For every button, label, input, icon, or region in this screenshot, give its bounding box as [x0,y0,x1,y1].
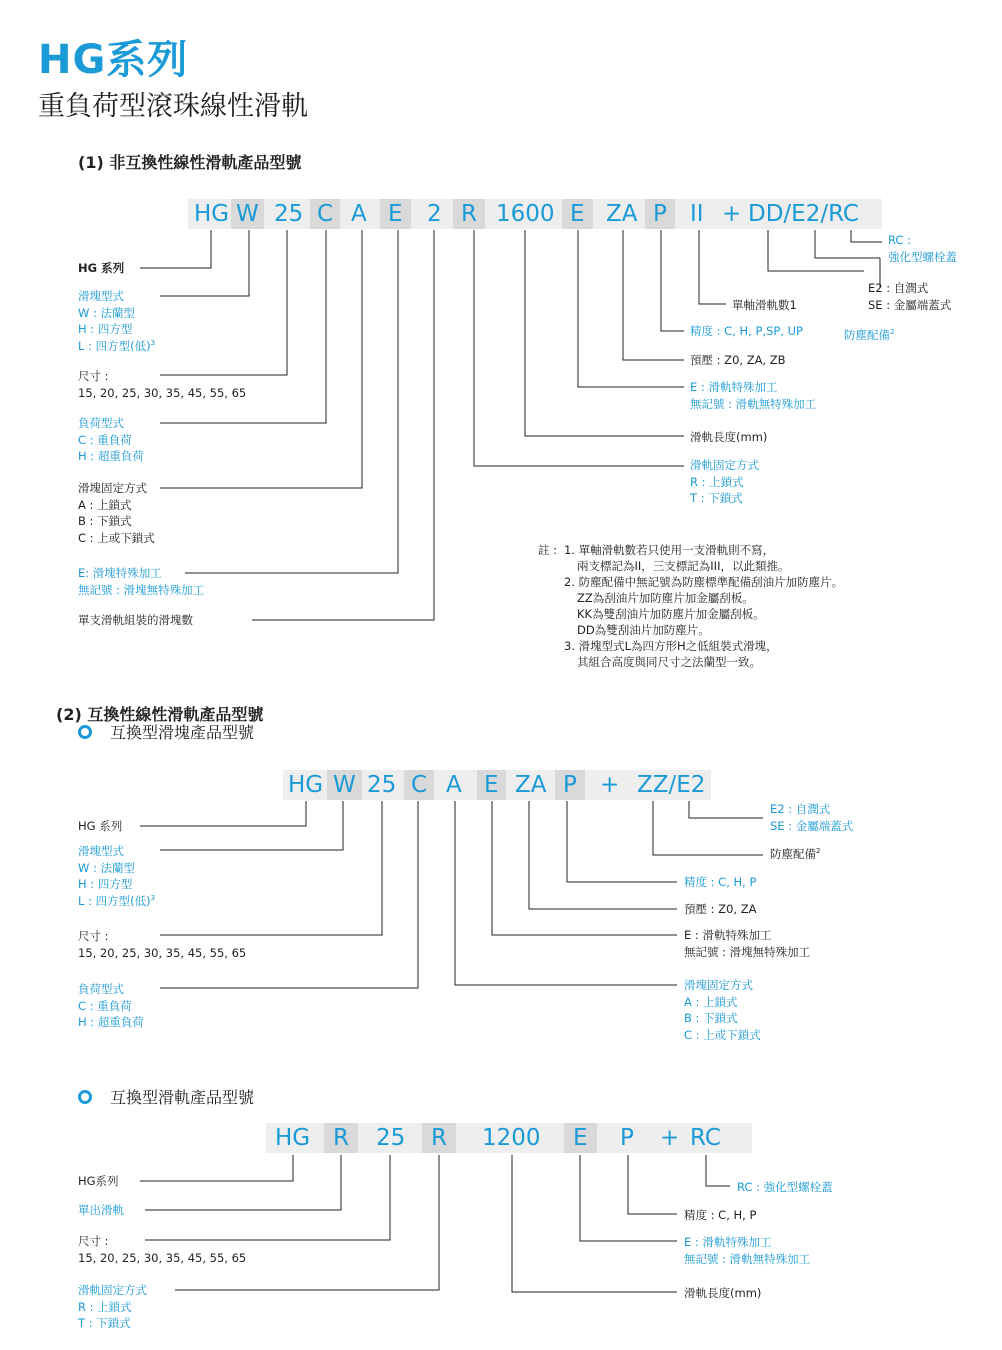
label-precision: 精度 : C, H, P [684,1208,757,1222]
label-rail-special: E : 滑軌特殊加工 無記號 : 滑軌無特殊加工 [684,1235,811,1266]
code-preload: ZA [515,772,547,798]
label-series: HG 系列 [78,819,123,833]
note-line: KK為雙刮油片加防塵片加金屬刮板。 [577,607,765,621]
code-mount: A [351,201,367,227]
label-preload: 預壓 : Z0, ZA [684,902,757,916]
code-block-type: W [231,199,264,229]
notes-label: 註 : [538,543,558,557]
label-size: 尺寸 : 15, 20, 25, 30, 35, 45, 55, 65 [78,929,247,960]
leader-line [160,230,287,375]
leader-line [653,801,763,855]
label-e2-se: E2 : 自潤式 SE : 金屬端蓋式 [770,802,854,833]
leader-line [706,1155,730,1186]
label-series: HG系列 [78,1174,119,1188]
block-model-subheading: 互換型滑塊產品型號 [110,723,255,742]
label-rail-special: E : 滑軌特殊加工 無記號 : 滑軌無特殊加工 [690,380,817,411]
note-line: ZZ為刮油片加防塵片加金屬刮板。 [577,591,754,605]
code-hg: HG [275,1125,311,1151]
label-load: 負荷型式 C : 重負荷 H : 超重負荷 [78,416,144,463]
leader-line [145,1155,390,1240]
code-rail-mount: R [453,199,485,229]
leader-line [455,801,677,985]
leader-line [175,1155,439,1290]
note-line: 其組合高度與同尺寸之法蘭型一致。 [577,655,761,669]
code-accessories: ZZ/E2 [637,772,706,798]
label-rc: RC : 強化型螺栓蓋 [737,1180,833,1194]
leader-line [140,1155,293,1181]
label-block-special: E: 滑塊特殊加工 無記號 : 滑塊無特殊加工 [78,566,205,597]
code-size: 25 [367,772,397,798]
leader-line [699,230,726,304]
label-dust: 防塵配備$^2$ [844,328,895,342]
leader-line [160,801,382,935]
label-block-mount: 滑塊固定方式 A : 上鎖式 B : 下鎖式 C : 上或下鎖式 [684,978,761,1042]
leader-line [578,230,684,387]
leader-line [815,230,880,258]
label-block-mount: 滑塊固定方式 A : 上鎖式 B : 下鎖式 C : 上或下鎖式 [78,481,155,545]
leader-line [140,801,306,826]
label-rail-mount: 滑軌固定方式 R : 上鎖式 T : 下鎖式 [690,458,759,505]
label-precision: 精度 : C, H, P,SP, UP [690,324,803,338]
code-plus: + [660,1125,680,1151]
leader-line [525,230,684,436]
leader-line [252,230,434,620]
code-rc: RC [690,1125,721,1151]
label-rail-length: 滑軌長度(mm) [690,430,768,444]
code-precision: P [555,770,585,800]
leader-line [689,801,763,818]
rail-model-subheading: 互換型滑軌產品型號 [110,1088,255,1107]
leader-line [628,1155,677,1214]
code-plus: + [600,772,620,798]
leader-line [768,230,864,271]
code-load: C [404,770,434,800]
label-rail-mount: 滑軌固定方式 R : 上鎖式 T : 下鎖式 [78,1283,147,1330]
leader-line [145,1155,341,1210]
label-size: 尺寸 : 15, 20, 25, 30, 35, 45, 55, 65 [78,1234,247,1265]
leader-line [512,1155,677,1292]
leader-line [160,230,249,296]
label-preload: 預壓 : Z0, ZA, ZB [690,353,786,367]
leader-line [185,230,398,573]
label-special: E : 滑軌特殊加工 無記號 : 滑塊無特殊加工 [684,928,811,959]
code-block-type: W [327,770,362,800]
leader-line [851,230,882,242]
code-mount: A [446,772,462,798]
code-plus: + [722,201,742,227]
code-special: E [477,770,506,800]
label-e2-se: E2 : 自潤式 SE : 金屬端蓋式 [868,281,952,312]
leader-line [623,230,684,360]
note-line: DD為雙刮油片加防塵片。 [577,623,710,637]
code-block-special: E [380,199,411,229]
label-rc: RC : 強化型螺栓蓋 [888,233,957,264]
label-single-rail: 單出滑軌 [78,1203,124,1217]
label-block-type: 滑塊型式 W : 法蘭型 H : 四方型 L : 四方型(低)$^3$ [78,289,156,353]
section1-heading: (1) 非互換性線性滑軌產品型號 [78,153,302,172]
code-precision: P [645,199,675,229]
series-title: HG系列 [38,37,189,83]
code-single-rail: II [690,201,704,227]
code-load: C [310,199,340,229]
code-accessories: DD/E2/RC [748,201,859,227]
leader-line [160,230,326,423]
code-rail-length: 1600 [496,201,555,227]
label-dust: 防塵配備$^2$ [770,847,821,861]
label-blocks-per-rail: 單支滑軌組裝的滑塊數 [78,613,193,627]
code-precision: P [620,1125,634,1151]
label-series: HG 系列 [78,261,125,275]
leader-line [492,801,677,935]
leader-line [474,230,684,466]
code-rail-length: 1200 [482,1125,541,1151]
code-size: 25 [376,1125,406,1151]
code-hg: HG [288,772,324,798]
note-line: 兩支標記為II，三支標記為III，以此類推。 [577,559,790,573]
leader-line [160,230,362,488]
label-precision: 精度 : C, H, P [684,875,757,889]
note-line: 1. 單軸滑軌數若只使用一支滑軌則不寫， [564,543,775,557]
leader-line [567,801,677,882]
leader-line [160,801,418,988]
note-line: 2. 防塵配備中無記號為防塵標準配備刮油片加防塵片。 [564,575,844,589]
label-size: 尺寸 : 15, 20, 25, 30, 35, 45, 55, 65 [78,369,247,400]
code-preload: ZA [606,201,638,227]
leader-line [661,230,684,331]
section2-heading: (2) 互換性線性滑軌產品型號 [56,705,264,724]
leader-line [140,230,211,268]
code-size: 25 [274,201,304,227]
label-load: 負荷型式 C : 重負荷 H : 超重負荷 [78,982,144,1029]
label-block-type: 滑塊型式 W : 法蘭型 H : 四方型 L : 四方型(低)$^3$ [78,844,156,908]
code-rail-special: E [564,1123,597,1153]
code-single-rail: R [324,1123,358,1153]
label-rail-length: 滑軌長度(mm) [684,1286,762,1300]
code-blocks-per-rail: 2 [427,201,442,227]
code-hg: HG [194,201,230,227]
note-line: 3. 滑塊型式L為四方形H之低組裝式滑塊， [564,639,778,653]
series-subtitle: 重負荷型滾珠線性滑軌 [38,91,308,122]
label-single-rail: 單軸滑軌數1 [732,298,797,312]
code-rail-mount: R [422,1123,456,1153]
code-rail-special: E [562,199,593,229]
